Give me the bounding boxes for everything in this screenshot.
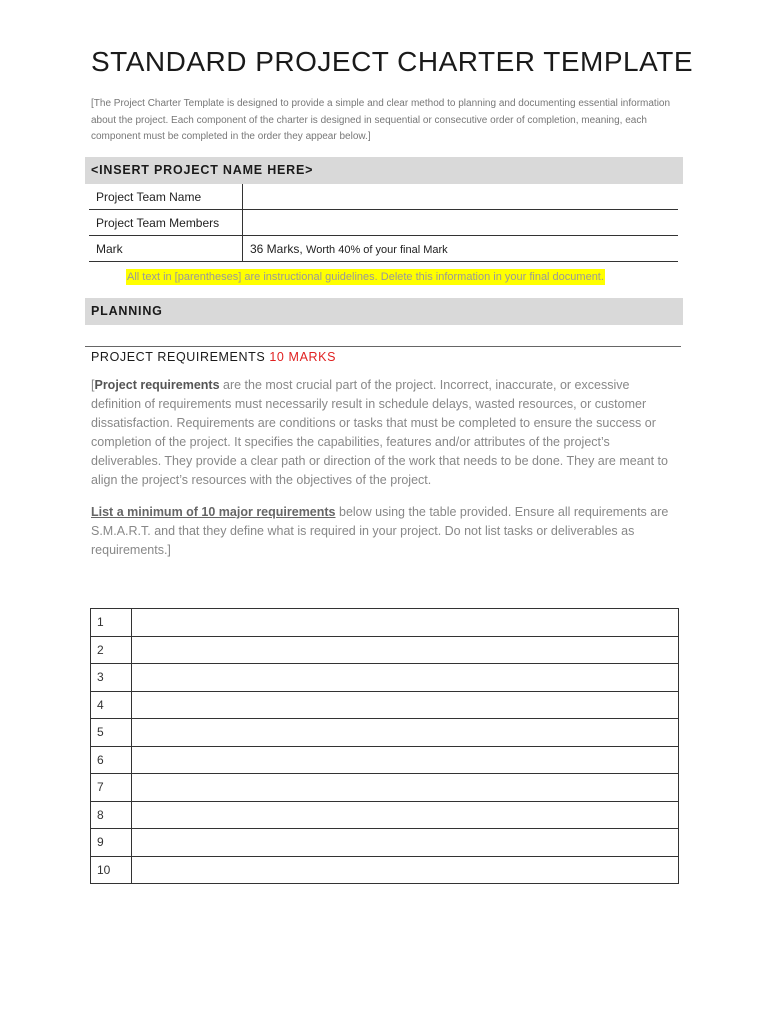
table-row — [91, 636, 679, 664]
mark-value-main: 36 Marks, — [250, 241, 303, 256]
table-row — [89, 236, 678, 262]
row-number: 9 — [91, 829, 132, 857]
requirement-cell[interactable] — [132, 774, 679, 802]
team-name-value[interactable] — [243, 184, 679, 210]
project-name-bar[interactable]: <INSERT PROJECT NAME HERE> — [85, 157, 683, 184]
page-title: STANDARD PROJECT CHARTER TEMPLATE — [91, 46, 693, 77]
para1-body: are the most crucial part of the project. Incorrect, inaccurate, or excessive definition of requirements must necessarily result in schedule delays, wasted resources, or customer dissatisfaction. Requirements are conditions or tasks that must be completed to ensure the success or completion of the project. It specifies the capabilities, features and/or attributes of the project’s deliverables. They provide a clear path or direction of the work that needs to be done. They are meant to align the project’s resources with the objectives of the project. — [91, 378, 668, 487]
table-row — [91, 746, 679, 774]
requirements-heading — [91, 350, 336, 364]
row-number: 7 — [91, 774, 132, 802]
para1-open-bracket: [ — [91, 378, 95, 392]
table-row — [91, 609, 679, 637]
row-number: 4 — [91, 691, 132, 719]
table-row — [91, 774, 679, 802]
requirement-cell[interactable] — [132, 719, 679, 747]
mark-value-note: Worth 40% of your final Mark — [306, 243, 448, 256]
requirements-heading-text: PROJECT REQUIREMENTS — [91, 350, 266, 364]
requirement-cell[interactable] — [132, 801, 679, 829]
requirement-cell[interactable] — [132, 609, 679, 637]
para2-underlined: List a minimum of 10 major requirements — [91, 505, 336, 519]
row-number: 2 — [91, 636, 132, 664]
requirements-marks: 10 MARKS — [269, 350, 337, 364]
requirement-cell[interactable] — [132, 664, 679, 692]
team-members-value[interactable] — [243, 210, 679, 236]
row-number: 10 — [91, 856, 132, 884]
requirements-table — [90, 608, 679, 884]
row-number: 3 — [91, 664, 132, 692]
requirement-cell[interactable] — [132, 746, 679, 774]
intro-text: [The Project Charter Template is designed to provide a simple and clear method to planning and documenting essential information about the project. Each component of the charter is designed in sequential or consecutive order of completion, meaning, each component must be completed in the order they appear below.] — [91, 98, 671, 142]
mark-value[interactable] — [243, 236, 679, 262]
table-row — [91, 856, 679, 884]
row-number: 8 — [91, 801, 132, 829]
requirement-cell[interactable] — [132, 691, 679, 719]
table-row — [91, 719, 679, 747]
team-name-label: Project Team Name — [89, 184, 243, 210]
table-row — [91, 829, 679, 857]
row-number: 1 — [91, 609, 132, 637]
table-row — [91, 664, 679, 692]
mark-label: Mark — [89, 236, 243, 262]
table-row — [89, 184, 678, 210]
table-row — [89, 210, 678, 236]
planning-bar: PLANNING — [85, 298, 683, 325]
requirements-paragraph-1 — [91, 376, 681, 490]
project-info-table — [89, 184, 678, 262]
requirement-cell[interactable] — [132, 856, 679, 884]
row-number: 5 — [91, 719, 132, 747]
para1-bold-term: Project requirements — [94, 378, 220, 392]
para2-body: below using the table provided. Ensure all requirements are S.M.A.R.T. and that they define what is required in your project. Do not list tasks or deliverables as requirements.] — [91, 505, 669, 557]
row-number: 6 — [91, 746, 132, 774]
requirement-cell[interactable] — [132, 829, 679, 857]
requirements-paragraph-2 — [91, 503, 681, 560]
section-divider — [85, 346, 681, 347]
table-row — [91, 801, 679, 829]
team-members-label: Project Team Members — [89, 210, 243, 236]
requirement-cell[interactable] — [132, 636, 679, 664]
instruction-notice: All text in [parentheses] are instructional guidelines. Delete this information in your final document. — [127, 271, 604, 283]
table-row — [91, 691, 679, 719]
